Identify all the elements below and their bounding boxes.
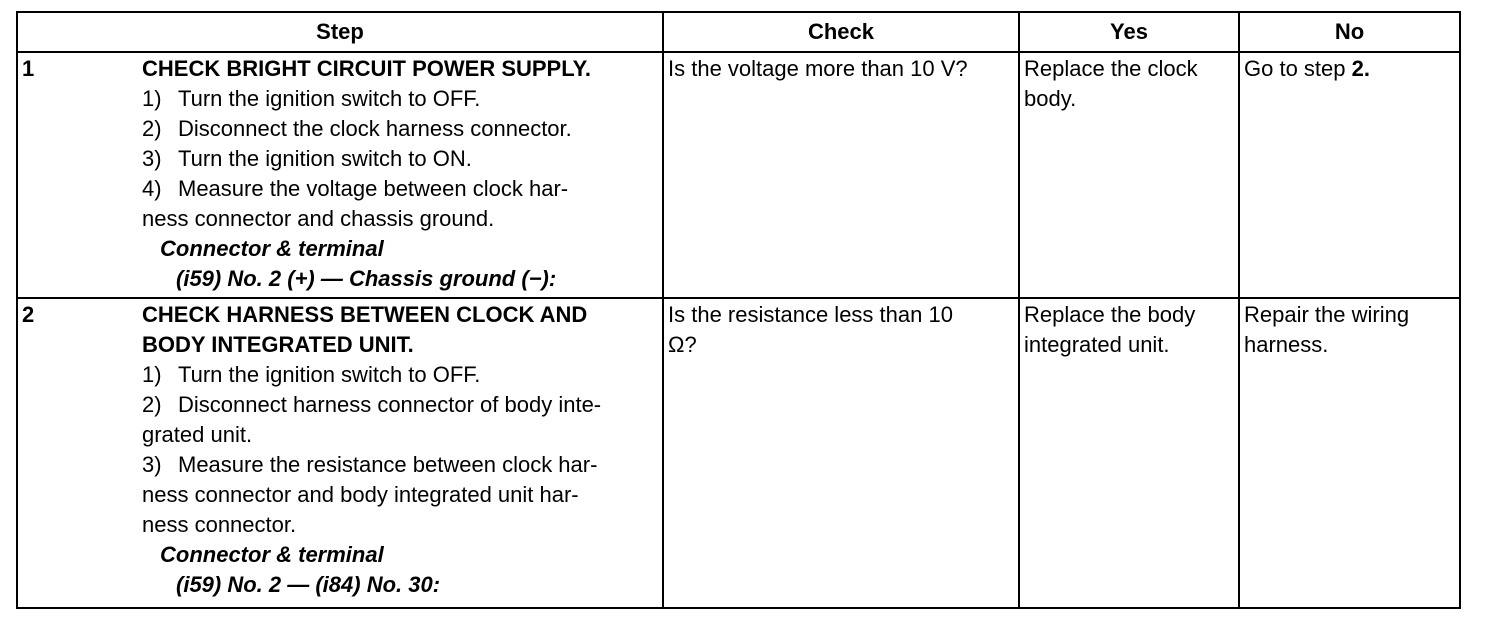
instruction-number: 3) [142,452,162,477]
table-row [17,52,1460,298]
step-number: 1 [22,56,35,81]
instruction-text: Turn the ignition switch to OFF. [178,362,481,387]
instruction-text: Measure the voltage between clock har- [178,176,569,201]
step-body [142,299,662,600]
check-text: Ω? [668,332,697,357]
connector-label: Connector & terminal [160,542,384,567]
header-no: No [1239,12,1460,52]
header-check: Check [663,12,1019,52]
no-text-prefix: Go to step [1244,56,1352,81]
instruction-item [142,174,662,204]
yes-text: body. [1024,86,1077,111]
no-text: harness. [1244,332,1329,357]
check-text: Is the voltage more than 10 V? [668,56,968,81]
no-cell [1239,52,1460,298]
table-row [17,298,1460,608]
connector-label: Connector & terminal [160,236,384,261]
instruction-number: 2) [142,116,162,141]
check-cell [663,52,1019,298]
instruction-text: Disconnect harness connector of body inte- [178,392,602,417]
yes-cell [1019,52,1239,298]
no-step-reference: 2. [1351,56,1370,81]
no-cell [1239,298,1460,608]
instruction-number: 1) [142,362,162,387]
step-cell [17,298,663,608]
instruction-item [142,450,662,480]
instruction-text-continued: ness connector. [142,512,297,537]
instruction-text-continued: ness connector and body integrated unit har- [142,482,579,507]
instruction-text-continued: ness connector and chassis ground. [142,206,495,231]
instruction-text: Disconnect the clock harness connector. [178,116,572,141]
step-number: 2 [22,302,35,327]
header-step: Step [17,12,663,52]
no-text [1244,54,1455,84]
yes-text: integrated unit. [1024,332,1170,357]
instruction-number: 3) [142,146,162,171]
check-cell [663,298,1019,608]
no-text: Repair the wiring [1244,302,1410,327]
step-body [142,53,662,294]
instruction-item [142,144,662,174]
instruction-number: 4) [142,176,162,201]
instruction-text-continued: grated unit. [142,422,253,447]
step-title: CHECK HARNESS BETWEEN CLOCK AND [142,302,588,327]
instruction-item [142,360,662,390]
header-yes: Yes [1019,12,1239,52]
instruction-text: Turn the ignition switch to ON. [178,146,472,171]
instruction-item [142,84,662,114]
step-cell [17,52,663,298]
step-title: BODY INTEGRATED UNIT. [142,332,414,357]
step-title: CHECK BRIGHT CIRCUIT POWER SUPPLY. [142,56,592,81]
yes-text: Replace the clock [1024,56,1198,81]
connector-terminal: (i59) No. 2 — (i84) No. 30: [176,572,441,597]
instruction-text: Turn the ignition switch to OFF. [178,86,481,111]
connector-terminal: (i59) No. 2 (+) — Chassis ground (−): [176,266,557,291]
instruction-item [142,114,662,144]
diagnostic-table [16,11,1461,609]
instruction-number: 2) [142,392,162,417]
instruction-text: Measure the resistance between clock har- [178,452,598,477]
check-text: Is the resistance less than 10 [668,302,953,327]
yes-cell [1019,298,1239,608]
header-row [17,12,1460,52]
instruction-item [142,390,662,420]
instruction-number: 1) [142,86,162,111]
yes-text: Replace the body [1024,302,1196,327]
